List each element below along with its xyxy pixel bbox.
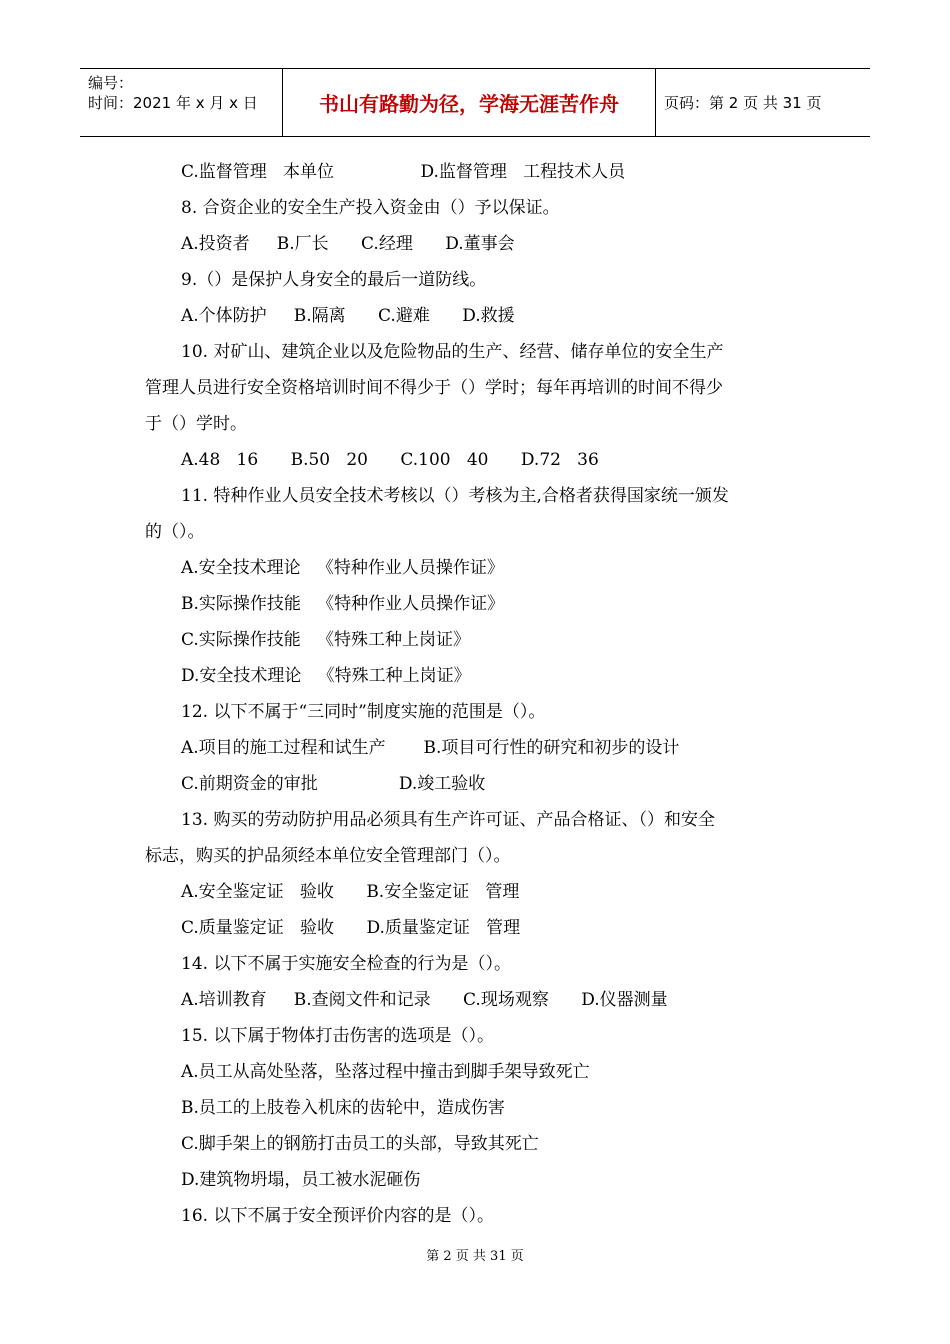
option-15-b: B.员工的上肢卷入机床的齿轮中，造成伤害	[181, 1098, 505, 1118]
question-12: 12. 以下不属于“三同时”制度实施的范围是（）。	[181, 702, 546, 722]
question-10-cont: 于（）学时。	[145, 414, 247, 434]
question-11: 11. 特种作业人员安全技术考核以（）考核为主,合格者获得国家统一颁发	[181, 486, 729, 506]
option-15-d: D.建筑物坍塌，员工被水泥砸伤	[181, 1170, 421, 1190]
question-13-cont: 标志，购买的护品须经本单位安全管理部门（）。	[145, 846, 511, 866]
options-14: A.培训教育 B.查阅文件和记录 C.现场观察 D.仪器测量	[181, 990, 668, 1010]
option-11-c: C.实际操作技能 《特殊工种上岗证》	[181, 630, 471, 650]
header-motto: 书山有路勤为径，学海无涯苦作舟	[283, 69, 656, 136]
options-12-ab: A.项目的施工过程和试生产 B.项目可行性的研究和初步的设计	[181, 738, 680, 758]
options-13-ab: A.安全鉴定证 验收 B.安全鉴定证 管理	[181, 882, 520, 902]
page-footer: 第 2 页 共 31 页	[426, 1249, 524, 1264]
page-header	[80, 68, 870, 137]
time-label: 时间：2021 年 x 月 x 日	[88, 94, 258, 112]
question-10: 10. 对矿山、建筑企业以及危险物品的生产、经营、储存单位的安全生产	[181, 342, 724, 362]
question-14: 14. 以下不属于实施安全检查的行为是（）。	[181, 954, 511, 974]
question-9: 9.（）是保护人身安全的最后一道防线。	[181, 270, 487, 290]
option-15-c: C.脚手架上的钢筋打击员工的头部，导致其死亡	[181, 1134, 539, 1154]
question-11-cont: 的（）。	[145, 522, 205, 542]
option-15-a: A.员工从高处坠落，坠落过程中撞击到脚手架导致死亡	[181, 1062, 590, 1082]
question-10-cont: 管理人员进行安全资格培训时间不得少于（）学时；每年再培训的时间不得少	[145, 378, 723, 398]
options-9: A.个体防护 B.隔离 C.避难 D.救援	[181, 306, 515, 326]
question-13: 13. 购买的劳动防护用品必须具有生产许可证、产品合格证、（）和安全	[181, 810, 715, 830]
document-body	[145, 154, 815, 1234]
header-page-info: 页码：第 2 页 共 31 页	[664, 94, 822, 112]
options-8: A.投资者 B.厂长 C.经理 D.董事会	[181, 234, 515, 254]
question-8: 8. 合资企业的安全生产投入资金由（）予以保证。	[181, 198, 560, 218]
option-11-b: B.实际操作技能 《特种作业人员操作证》	[181, 594, 505, 614]
question-16: 16. 以下不属于安全预评价内容的是（）。	[181, 1206, 494, 1226]
text-line: C.监督管理 本单位 D.监督管理 工程技术人员	[181, 162, 626, 182]
options-10: A.48 16 B.50 20 C.100 40 D.72 36	[181, 450, 599, 470]
header-meta	[80, 69, 283, 136]
options-12-cd: C.前期资金的审批 D.竣工验收	[181, 774, 486, 794]
question-15: 15. 以下属于物体打击伤害的选项是（）。	[181, 1026, 494, 1046]
option-11-d: D.安全技术理论 《特殊工种上岗证》	[181, 666, 471, 686]
number-label: 编号：	[88, 74, 134, 92]
options-13-cd: C.质量鉴定证 验收 D.质量鉴定证 管理	[181, 918, 521, 938]
option-11-a: A.安全技术理论 《特种作业人员操作证》	[181, 558, 504, 578]
